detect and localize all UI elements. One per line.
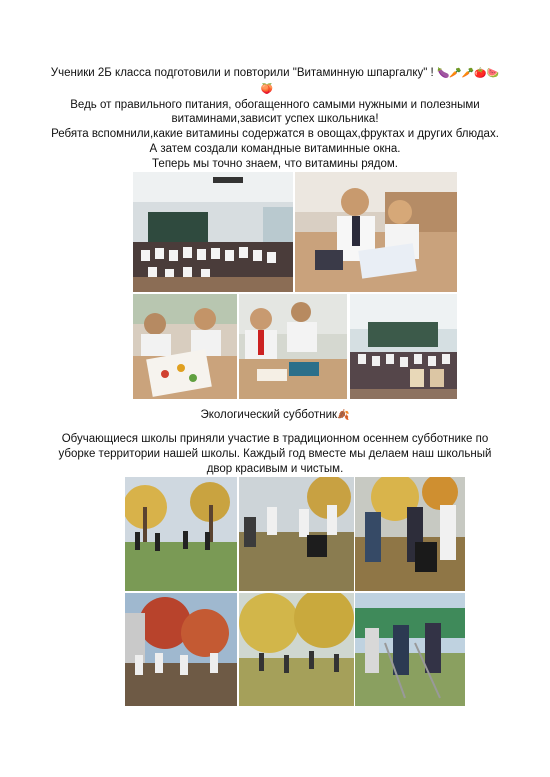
vitamin-paragraph-line-5: Теперь мы точно знаем, что витамины рядом.: [152, 158, 398, 170]
classroom-group-photo: [133, 172, 293, 292]
golden-park-photo: [239, 593, 354, 706]
vegetable-emojis: 🍆🥕🥕🍅🍉: [436, 68, 500, 79]
vitamin-paragraph-line-2: витаминами,зависит успех школьника!: [171, 113, 379, 125]
boys-at-desk-photo: [239, 294, 347, 399]
vitamin-paragraph-line-3: Ребята вспомнили,какие витамины содержатся в овощах,фруктах и других блюдах.: [51, 128, 499, 140]
schoolyard-raking-photo: [125, 477, 237, 591]
subbotnik-paragraph-line-3: двор красивым и чистым.: [206, 463, 344, 475]
students-with-bags-photo: [239, 477, 354, 591]
students-raking-photo: [355, 593, 465, 706]
subbotnik-title: Экологический субботник🍂: [200, 409, 350, 421]
girls-drawing-photo: [133, 294, 237, 399]
vitamin-paragraph-line-1: Ведь от правильного питания, обогащенного самыми нужными и полезными: [70, 99, 480, 111]
teacher-leaves-bag-photo: [355, 477, 465, 591]
peach-emoji: 🍑: [260, 84, 274, 95]
vitamin-windows-photo: [350, 294, 457, 399]
subbotnik-paragraph-line-2: уборке территории нашей школы. Каждый год вместе мы делаем наш школьный: [58, 448, 492, 460]
leaf-emoji: 🍂: [337, 410, 350, 421]
vitamin-paragraph-line-4: А затем создали командные витаминные окна.: [149, 143, 401, 155]
girls-at-desk-photo: [295, 172, 457, 292]
red-tree-photo: [125, 593, 237, 706]
subbotnik-paragraph-line-1: Обучающиеся школы приняли участие в традиционном осеннем субботнике по: [61, 433, 489, 445]
vitamin-title-emoji-line: [0, 82, 542, 97]
vitamin-title: Ученики 2Б класса подготовили и повторили "Витаминную шпаргалку" ! 🍆🥕🥕🍅🍉: [50, 67, 500, 79]
